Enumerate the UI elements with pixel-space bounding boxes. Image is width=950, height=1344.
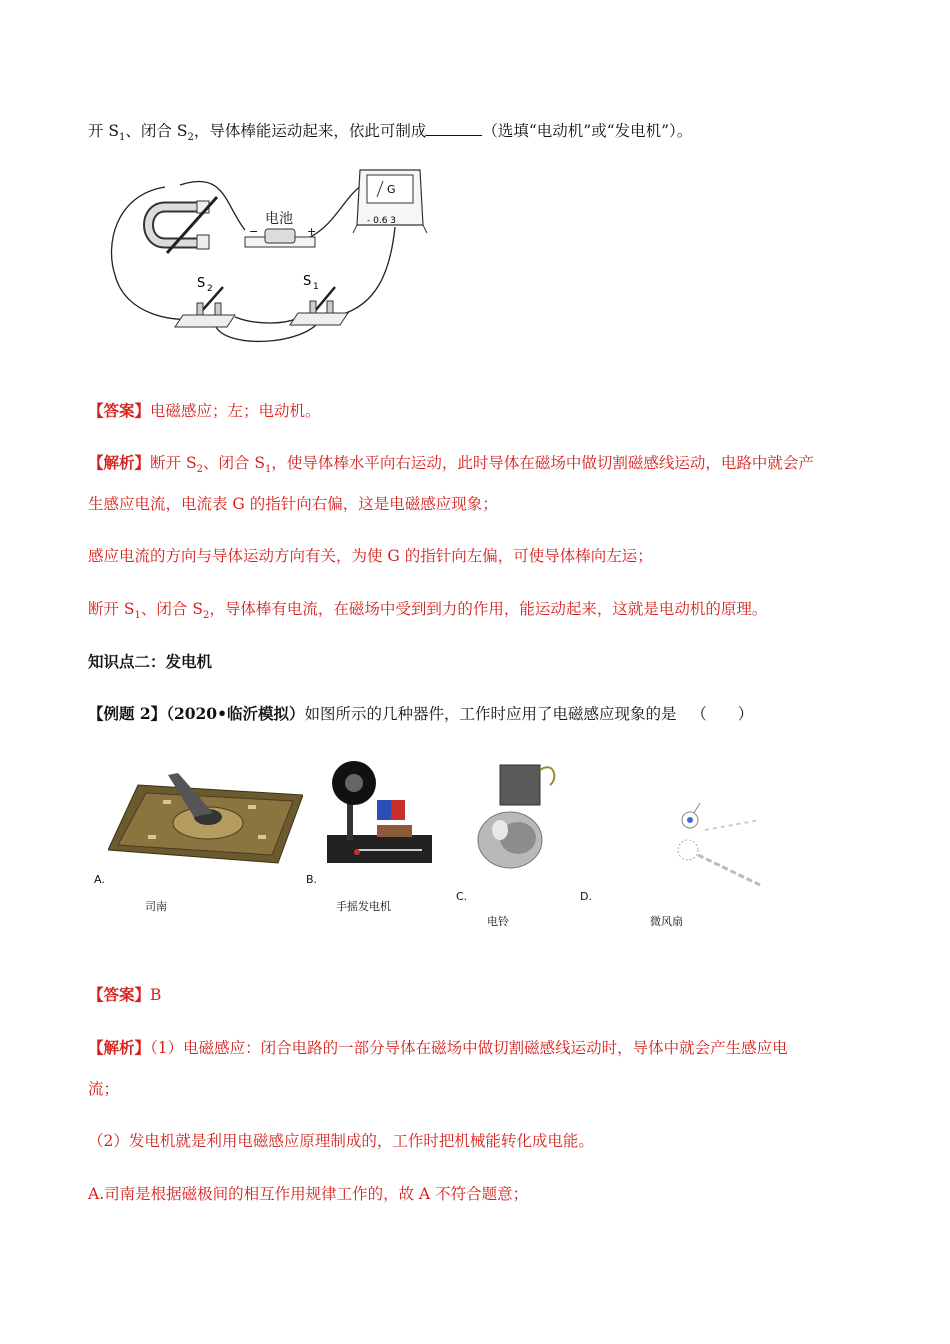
option-c-letter: C. (456, 890, 468, 903)
answer-2: 【答案】B (88, 985, 162, 1004)
compass-si-nan-image (108, 765, 303, 865)
option-b-letter: B. (306, 873, 318, 886)
switch-s1-subscript: 1 (313, 282, 319, 292)
answer-blank (426, 121, 482, 136)
section-heading: 知识点二：发电机 (88, 652, 213, 671)
analysis-1-line-1: 【解析】断开 $S_2$、闭合 $S_1$，使导体棒水平向右运动，此时导体在磁场中做切割磁感线运动，电路中就会产 (88, 453, 814, 476)
example-2-question: 【例题 2】（2020•临沂模拟）如图所示的几种器件，工作时应用了电磁感应现象的是 （ ） (88, 704, 754, 723)
switch-s2-subscript: 2 (207, 284, 213, 294)
analysis-1-line-2: 生感应电流，电流表 G 的指针向右偏，这是电磁感应现象； (88, 495, 498, 513)
battery-minus-label: − (249, 225, 259, 238)
question-continuation: 开 $S_1$、闭合 $S_2$，导体棒能运动起来，依此可制成 （选填“电动机”或“发电机”）。 (88, 122, 693, 144)
option-d-caption: 微风扇 (650, 915, 683, 928)
switch-s1 (290, 274, 348, 325)
option-a-letter: A. (94, 873, 105, 886)
analysis-1-line-3: 感应电流的方向与导体运动方向有关，为使 G 的指针向左偏，可使导体棒向左运； (88, 547, 653, 565)
battery-label: 电池 (265, 211, 293, 227)
hand-crank-generator-image (322, 755, 437, 870)
analysis-1-line-4: 断开 $S_1$、闭合 $S_2$，导体棒有电流，在磁场中受到到力的作用，能运动起来，这就是电动机的原理。 (88, 600, 768, 622)
galvanometer-scale: - 0.6 3 (367, 216, 397, 226)
electromagnetic-circuit-figure (105, 165, 435, 350)
switch-s1-label: S (303, 274, 312, 289)
galvanometer-label: G (387, 183, 396, 196)
micro-fan-image (650, 795, 765, 890)
battery (245, 210, 316, 247)
analysis-2-line-2: 流； (88, 1080, 120, 1098)
battery-plus-label: + (307, 225, 317, 238)
analysis-2-line-1: 【解析】（1）电磁感应：闭合电路的一部分导体在磁场中做切割磁感线运动时，导体中就会产生感应电 (88, 1038, 788, 1057)
switch-s2-label: S (197, 276, 206, 291)
option-d-letter: D. (580, 890, 592, 903)
electric-bell-image (470, 760, 560, 870)
option-a-caption: 司南 (145, 900, 167, 913)
galvanometer (353, 170, 427, 233)
option-c-caption: 电铃 (487, 915, 509, 928)
analysis-2-line-3: （2）发电机就是利用电磁感应原理制成的，工作时把机械能转化成电能。 (88, 1132, 594, 1150)
switch-s2 (175, 276, 235, 327)
analysis-2-line-4: A.司南是根据磁极间的相互作用规律工作的，故 A 不符合题意； (88, 1185, 529, 1203)
answer-1: 【答案】电磁感应；左；电动机。 (88, 401, 321, 420)
option-b-caption: 手摇发电机 (336, 900, 391, 913)
